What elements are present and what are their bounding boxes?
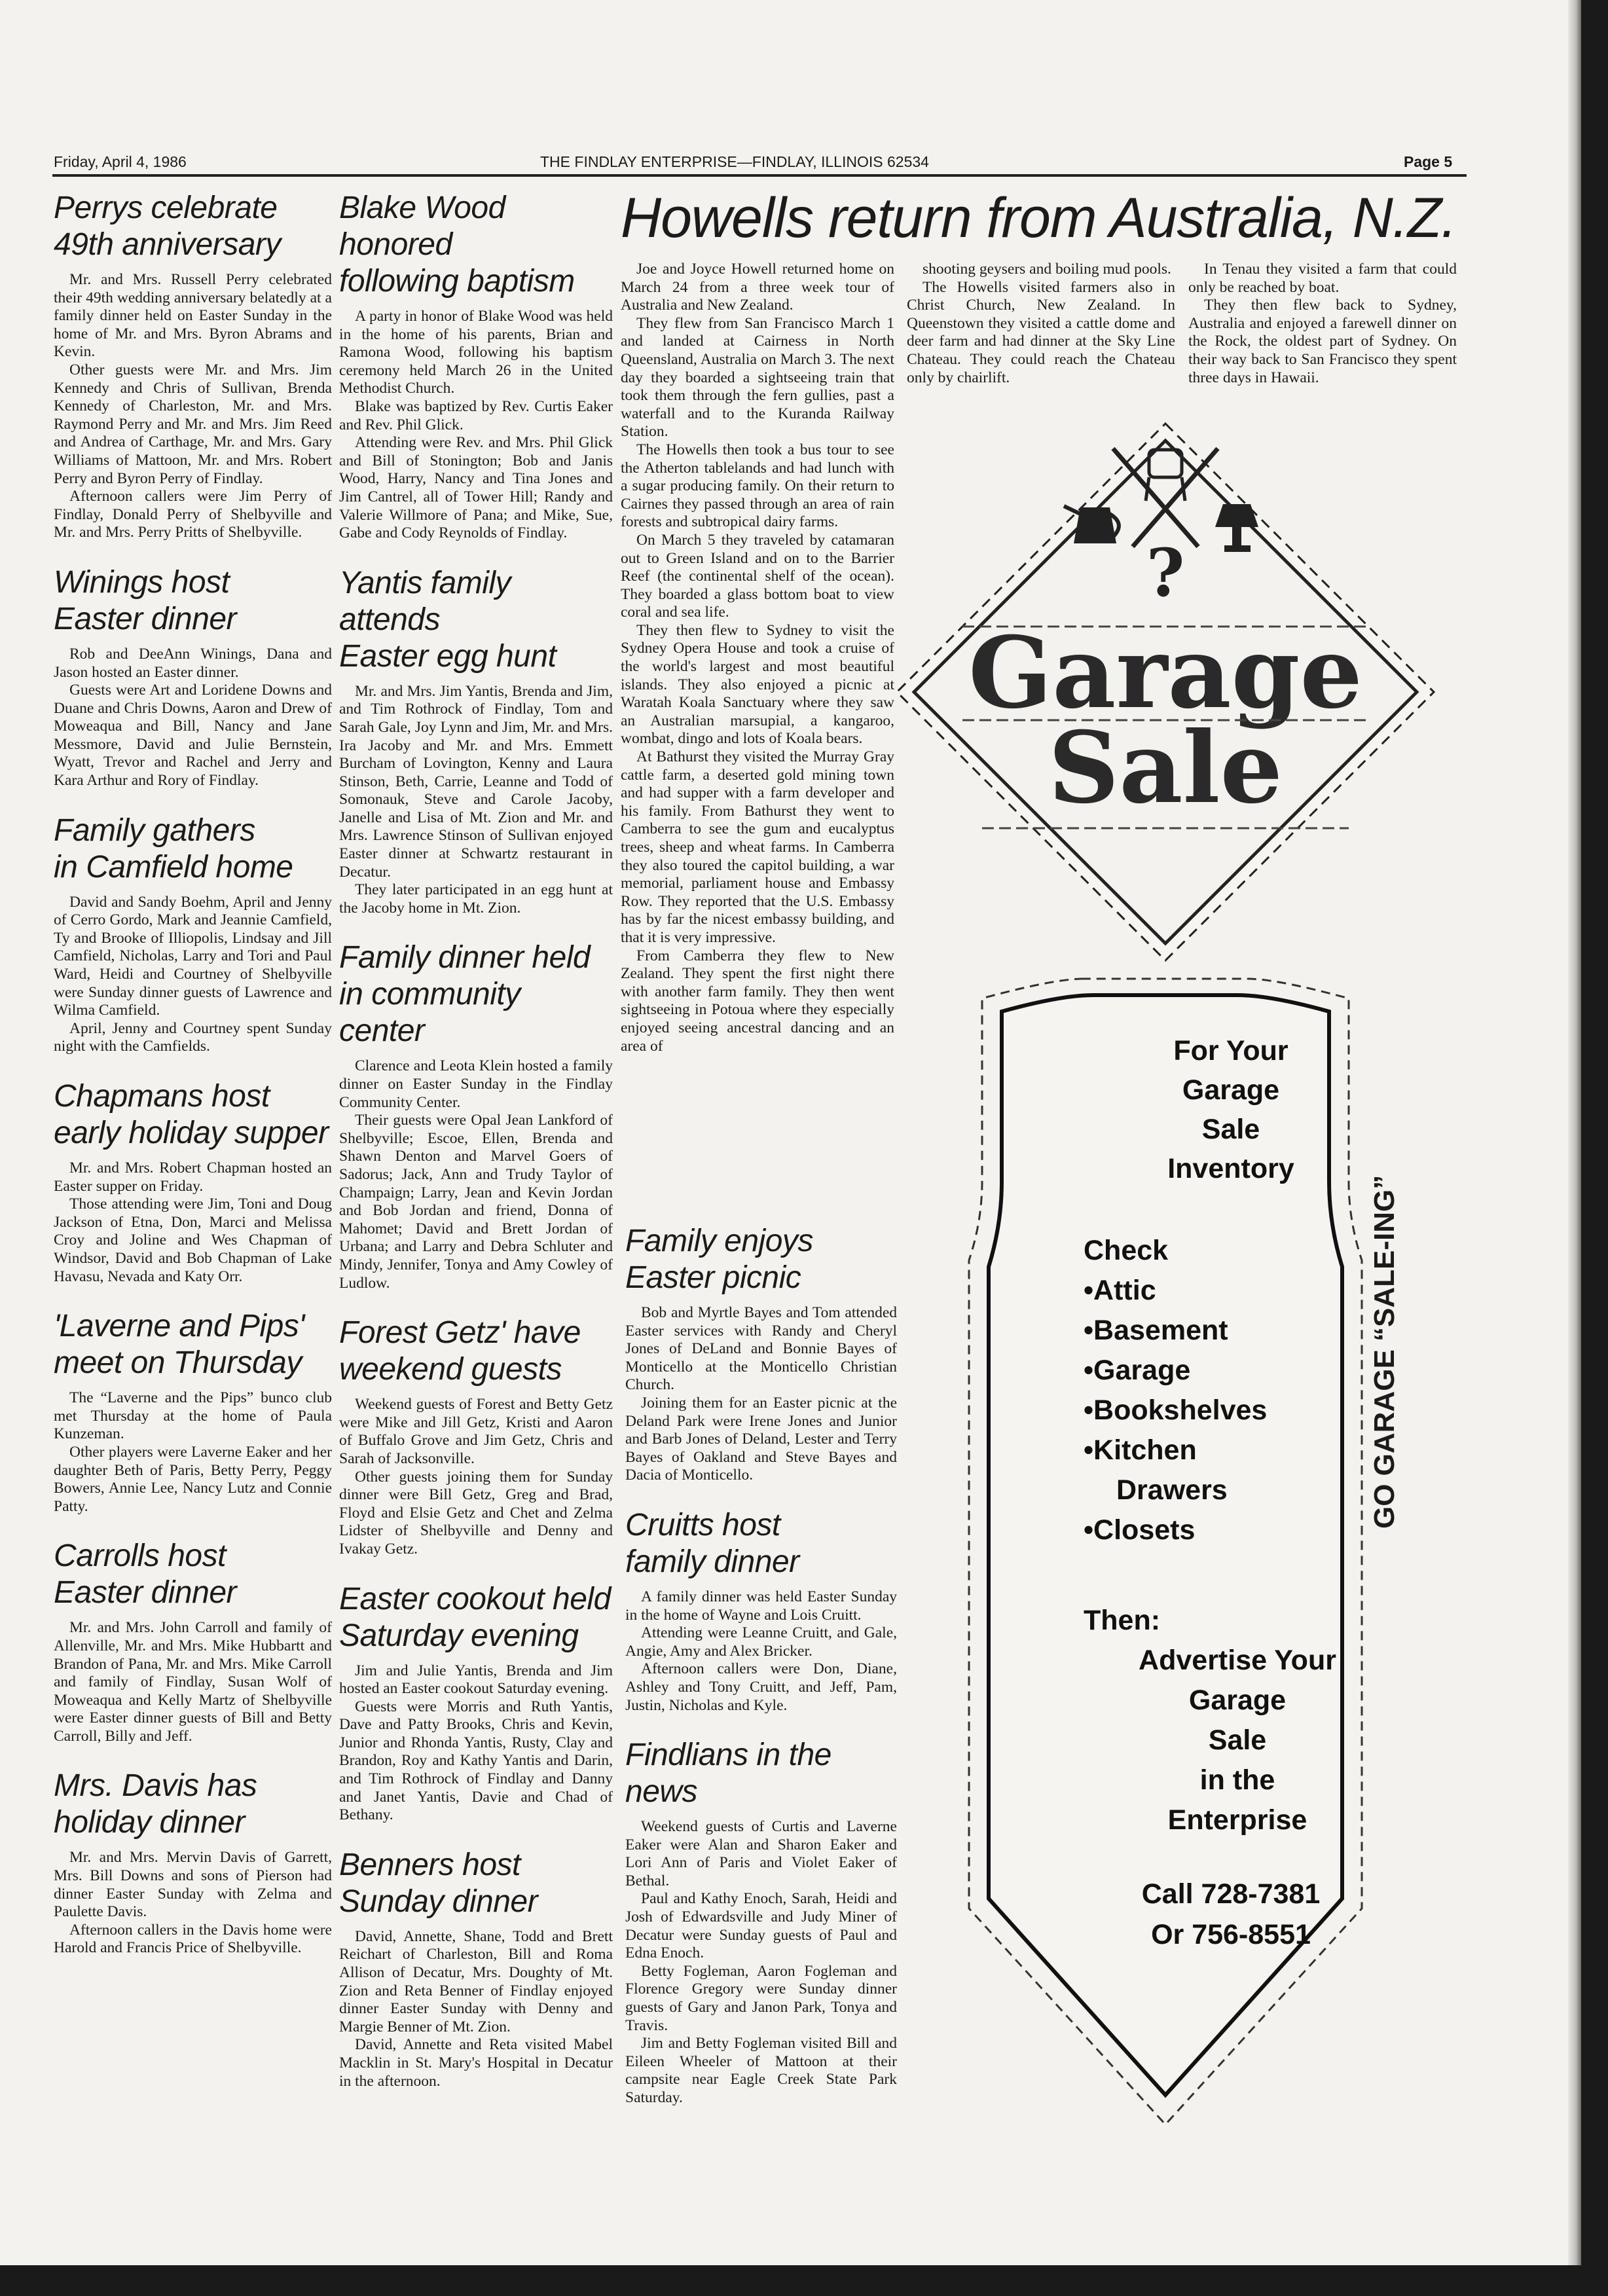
ad-phone-line: Call 728-7381 [1141,1878,1321,1910]
story-paragraph: Guests were Morris and Ruth Yantis, Dave and Patty Brooks, Chris and Kevin, Junior and Rhonda Yantis, Rusty, Clay and Brandon, Roy and Kathy Yantis and Darin, and Tim Rothrock of Findlay and Danny and Janet Yantis, Davie and Chad of Bethany. [339,1698,613,1824]
story-headline [54,1768,332,1841]
headline-line: Perrys celebrate [54,191,278,225]
story-paragraph: A family dinner was held Easter Sunday in the home of Wayne and Lois Cruitt. [625,1588,897,1624]
story-paragraph: Paul and Kathy Enoch, Sarah, Heidi and Josh of Edwardsville and Judy Miner of Decatur were Sunday guests of Paul and Edna Enoch. [625,1890,897,1962]
ad-intro-line: Inventory [1167,1153,1294,1184]
story-body [625,1304,897,1485]
headline-line: Family gathers [54,812,255,848]
ad-check-item: •Attic [1084,1275,1156,1306]
ad-check-item: •Closets [1084,1514,1196,1546]
ad-check-item: •Basement [1084,1315,1228,1346]
headline-line: Mrs. Davis has [54,1768,257,1804]
headline-line: in Camfield home [54,849,293,884]
story-paragraph: The “Laverne and the Pips” bunco club met Thursday at the home of Paula Kunzeman. [54,1389,332,1443]
story-headline [339,939,613,1049]
story-body [54,646,332,790]
story-paragraph: Betty Fogleman, Aaron Fogleman and Florence Gregory were Sunday dinner guests of Gary and Janon Park, Tonya and Travis. [625,1962,897,2034]
feature-paragraph: The Howells visited farmers also in Christ Church, New Zealand. In Queenstown they visited a cattle dome and deer farm and had dinner at the Sky Line Chateau. They could reach the Chateau only by chairlift. [907,278,1175,386]
feature-column-c [1188,261,1457,409]
story-paragraph: April, Jenny and Courtney spent Sunday night with the Camfields. [54,1019,332,1055]
feature-paragraph: Joe and Joyce Howell returned home on March 24 from a three week tour of Australia and New Zealand. [621,261,894,314]
story-paragraph: Blake was baptized by Rev. Curtis Eaker and Rev. Phil Glick. [339,397,613,433]
masthead-date: Friday, April 4, 1986 [54,153,187,170]
sale-sign-text: Sale [1048,710,1283,826]
headline-line: Easter egg hunt [339,638,557,674]
story-paragraph: Their guests were Opal Jean Lankford of Shelbyville; Escoe, Ellen, Brenda and Shawn Denton and Marvel Goers of Sadorus; Jack, Ann and Trudy Taylor of Champaign; Larry, Jean and Kevin Jordan and Bob Jordan and friend, Donna of Mahomet; David and Brett Jordan of Urbana; and Larry and Debra Schluter and Mindy, Jennifer, Tonya and Amy Cowley of Ludlow. [339,1112,613,1292]
story-headline [54,1308,332,1381]
question-mark: ? [1146,534,1185,611]
headline-line: Family dinner held [339,940,591,975]
headline-line: Easter dinner [54,1575,236,1611]
masthead-page: Page 5 [1404,153,1453,170]
story-paragraph: Weekend guests of Forest and Betty Getz were Mike and Jill Getz, Kristi and Aaron of Buffalo Grove and Jim Getz, Chris and Sarah of Jacksonville. [339,1396,613,1467]
headline-line: family dinner [625,1544,799,1579]
ad-check-item: Drawers [1116,1474,1228,1506]
story-paragraph: Mr. and Mrs. Mervin Davis of Garrett, Mrs. Bill Downs and sons of Pierson had dinner Easter Sunday with Zelma and Paulette Davis. [54,1849,332,1921]
story-headline [54,1538,332,1611]
ad-phone [1074,1874,1388,1955]
story-body [54,894,332,1056]
masthead-rule [52,174,1467,177]
ad-cta-line: Garage [1188,1685,1287,1716]
headline-line: Winings host [54,564,230,600]
story-paragraph: Those attending were Jim, Toni and Doug Jackson of Etna, Don, Marci and Melissa Croy and Joline and Wes Chapman of Windsor, David and Bob Chapman of Lake Havasu, Nevada and Katy Orr. [54,1195,332,1285]
story-body [339,1396,613,1558]
ad-cta-line: Sale [1208,1724,1267,1756]
headline-line: Yantis family attends [339,565,511,637]
headline-line: Easter dinner [54,601,236,636]
story-paragraph: David and Sandy Boehm, April and Jenny of Cerro Gordo, Mark and Jeannie Camfield, Ty and Brooke of Illiopolis, Lindsay and Jill Camfield, Nicholas, Larry and Tori and Paul Ward, Heidi and Courtney of Shelbyville were Sunday dinner guests of Lawrence and Wilma Camfield. [54,893,332,1019]
column-1 [54,190,332,1980]
garage-sale-ad [884,409,1447,2151]
feature-paragraph: They then flew back to Sydney, Australia and enjoyed a farewell dinner on the Rock, the oldest part of Sydney. On their way back to San Francisco they spent three days in Hawaii. [1188,297,1457,386]
story-headline [339,1581,613,1654]
ad-cta-line: Advertise Your [1139,1645,1336,1676]
story-paragraph: They later participated in an egg hunt at the Jacoby home in Mt. Zion. [339,881,613,917]
story-body [54,1619,332,1745]
story-paragraph: Jim and Julie Yantis, Brenda and Jim hosted an Easter cookout Saturday evening. [339,1662,613,1698]
story-headline [339,1847,613,1920]
headline-line: Benners host [339,1847,521,1882]
headline-line: weekend guests [339,1352,562,1387]
story-paragraph: Mr. and Mrs. Robert Chapman hosted an Easter supper on Friday. [54,1159,332,1195]
story-paragraph: Attending were Rev. and Mrs. Phil Glick and Bill of Stonington; Bob and Janis Wood, Harry, Nancy and Tina Jones and Jim Cantrel, all of Tower Hill; Randy and Valerie Willmore of Pana; and Mike, Sue, Gabe and Cody Reynolds of Findlay. [339,434,613,542]
feature-headline: Howells return from Australia, N.Z. [621,187,1457,249]
story-paragraph: Weekend guests of Curtis and Laverne Eaker were Alan and Sharon Eaker and Lori Ann of Paris and Violet Eaker of Bethal. [625,1818,897,1889]
story-headline [54,1078,332,1152]
story-headline [625,1223,897,1296]
feature-body [1188,261,1457,387]
headline-line: Cruitts host [625,1507,780,1542]
story-body [339,1662,613,1825]
headline-line: Sunday dinner [339,1884,538,1919]
ad-vertical-slogan: GO GARAGE “SALE-ING” [1368,1175,1400,1529]
story-paragraph: Afternoon callers in the Davis home were Harold and Francis Price of Shelbyville. [54,1921,332,1957]
feature-body [621,261,894,1055]
column-2 [339,190,613,2113]
story-paragraph: Jim and Betty Fogleman visited Bill and Eileen Wheeler of Mattoon at their campsite near Eagle Creek State Park Saturday. [625,2035,897,2106]
story-paragraph: Rob and DeeAnn Winings, Dana and Jason hosted an Easter dinner. [54,645,332,681]
feature-paragraph: The Howells then took a bus tour to see the Atherton tablelands and had lunch with a sugar producing family. On their return to Cairnes they passed through an area of rain forests and subtropical dairy farms. [621,441,894,531]
story-paragraph: Afternoon callers were Don, Diane, Ashley and Tony Cruitt, and Jeff, Pam, Justin, Nicholas and Kyle. [625,1660,897,1714]
ad-check-item: •Bookshelves [1084,1394,1268,1426]
page-edge-shadow [1568,0,1581,2265]
ad-cta-line: in the [1199,1764,1275,1796]
headline-line: Carrolls host [54,1539,226,1574]
headline-line: following baptism [339,264,575,299]
feature-paragraph: shooting geysers and boiling mud pools. [923,261,1171,278]
story-paragraph: Joining them for an Easter picnic at the Deland Park were Irene Jones and Junior and Barb Jones of Deland, Lester and Terry Bayes of Oakland and Steve Bayes and Dacia of Monticello. [625,1394,897,1484]
ad-check-label: Check [1084,1235,1169,1266]
feature-paragraph: They flew from San Francisco March 1 and landed at Cairness in North Queensland, Australia on March 3. The next day they boarded a sightseeing train that took them through the fern gullies, past a waterfall and to the Kuranda Railway Station. [621,314,894,441]
headline-line: 49th anniversary [54,227,281,262]
story-paragraph: Other guests joining them for Sunday dinner were Bill Getz, Greg and Brad, Floyd and Elsie Getz and Chet and Zelma Lidster of Shelbyville and Denny and Ivakay Getz. [339,1468,613,1558]
ad-intro-line: Sale [1201,1114,1260,1145]
ad-intro [1100,1031,1362,1188]
feature-paragraph: At Bathurst they visited the Murray Gray cattle farm, a deserted gold mining town and had supper with a farm developer and his family. From Bathurst they went to Camberra to see the gum and eucalyptus trees, sheep and wheat farms. In Camberra they also toured the capitol building, a war memorial, parliament house and Embassy Row. They reported that the U.S. Embassy has by far the nicest embassy building, and that it is very impressive. [621,748,894,946]
headline-line: holiday dinner [54,1805,245,1840]
story-body [54,1159,332,1286]
headline-line: Blake Wood honored [339,191,505,262]
ad-then-label: Then: [1084,1605,1161,1636]
story-body [339,308,613,543]
story-body [625,1818,897,2107]
feature-paragraph: On March 5 they traveled by catamaran out to Green Island and on to the Barrier Reef (the continental shelf of the ocean). They boarded a glass bottom boat to view coral and sea life. [621,531,894,621]
headline-line: 'Laverne and Pips' [54,1309,304,1344]
ad-intro-line: Garage [1182,1074,1280,1106]
column-3-lower [625,1223,897,2130]
story-body [339,683,613,918]
masthead [52,152,1467,177]
story-paragraph: Guests were Art and Loridene Downs and Duane and Chris Downs, Aaron and Drew of Moweaqua and Bill, Nancy and Jane Messmore, David and Julie Bernstein, Wyatt, Trevor and Rachel and Jerry and Kara Arthur and Rory of Findlay. [54,682,332,790]
story-body [339,1928,613,2090]
ad-check-item: •Garage [1084,1355,1191,1386]
ad-checklist [1084,1231,1267,1550]
story-headline [339,190,613,300]
feature-paragraph: They then flew to Sydney to visit the Sydney Opera House and took a cruise of the world's largest and most beautiful islands. They also enjoyed a picnic at Waratah Koala Sanctuary where they saw an Australian marsupial, a kangaroo, wombat, dingo and lots of Koala bears. [621,621,894,748]
story-headline [625,1737,897,1810]
story-headline [54,564,332,638]
ad-cta-line: Enterprise [1167,1804,1307,1836]
story-headline [54,812,332,886]
feature-body [907,261,1175,387]
story-paragraph: David, Annette and Reta visited Mabel Macklin in St. Mary's Hospital in Decatur in the afternoon. [339,2036,613,2090]
headline-line: meet on Thursday [54,1345,302,1381]
story-headline [339,565,613,675]
story-paragraph: Clarence and Leota Klein hosted a family dinner on Easter Sunday in the Findlay Community Center. [339,1057,613,1111]
story-headline [625,1507,897,1580]
story-body [625,1588,897,1715]
story-body [54,1849,332,1958]
headline-line: Easter picnic [625,1260,801,1295]
ad-intro-line: For Your [1173,1035,1288,1066]
story-paragraph: Mr. and Mrs. Russell Perry celebrated their 49th wedding anniversary belatedly at a family dinner held on Easter Sunday in the home of Mr. and Mrs. Byron Abrams and Kevin. [54,271,332,361]
ad-phone-line: Or 756-8551 [1151,1919,1311,1950]
story-paragraph: Other players were Laverne Eaker and her daughter Beth of Paris, Betty Perry, Peggy Bowers, Annie Lee, Nancy Lutz and Connie Patty. [54,1443,332,1515]
story-paragraph: Mr. and Mrs. John Carroll and family of Allenville, Mr. and Mrs. Mike Hubbartt and Brandon of Pana, Mr. and Mrs. Mike Carroll and family of Findlay, Susan Wolf of Moweaqua and Kelly Martz of Shelbyville were Easter dinner guests of Bill and Betty Carroll, Billy and Jeff. [54,1619,332,1745]
headline-line: Chapmans host [54,1079,270,1114]
garage-sign-text: Garage [968,615,1362,731]
feature-paragraph: In Tenau they visited a farm that could only be reached by boat. [1188,261,1457,296]
headline-line: Family enjoys [625,1224,813,1258]
feature-column-a [621,261,894,1078]
feature-paragraph: From Camberra they flew to New Zealand. They spent the first night there with another farm family. They then went sightseeing in Potoua where they especially enjoyed seeing ancestral dancing and an area of [621,947,894,1055]
story-paragraph: Attending were Leanne Cruitt, and Gale, Angie, Amy and Alex Bricker. [625,1624,897,1660]
feature-column-b [907,261,1175,409]
story-paragraph: Mr. and Mrs. Jim Yantis, Brenda and Jim, and Tim Rothrock of Findlay, Tom and Sarah Gale, Joy Lynn and Jim, Mr. and Mrs. Ira Jacoby and Mr. and Mrs. Emmett Burcham of Lovington, Kenny and Laura Stinson, Beth, Carrie, Leanne and Todd of Somonauk, Steve and Carole Jacoby, Janelle and Lisa of Mt. Zion and Mr. and Mrs. Lawrence Stinson of Sullivan enjoyed Easter dinner at Schwartz restaurant in Decatur. [339,682,613,881]
headline-line: Findlians in the news [625,1738,831,1810]
story-body [54,271,332,542]
story-headline [54,190,332,263]
headline-line: Saturday evening [339,1618,579,1653]
headline-line: Easter cookout held [339,1581,611,1616]
story-paragraph: Afternoon callers were Jim Perry of Findlay, Donald Perry of Shelbyville and Mr. and Mrs. Perry Pritts of Shelbyville. [54,488,332,541]
headline-line: in community center [339,977,521,1049]
headline-line: early holiday supper [54,1116,329,1150]
ad-check-item: •Kitchen [1084,1434,1197,1466]
story-body [54,1389,332,1516]
story-paragraph: David, Annette, Shane, Todd and Brett Reichart of Charleston, Bill and Roma Allison of Decatur, Mrs. Doughty of Mt. Zion and Reta Benner of Findlay enjoyed dinner Easter Sunday with Denny and Margie Benner of Mt. Zion. [339,1927,613,2035]
story-body [339,1057,613,1292]
story-headline [339,1315,613,1388]
masthead-paper: THE FINDLAY ENTERPRISE—FINDLAY, ILLINOIS 62534 [540,153,929,170]
story-paragraph: Other guests were Mr. and Mrs. Jim Kennedy and Chris of Sullivan, Brenda Kennedy of Charleston, Mr. and Mrs. Raymond Perry and Mr. and Mrs. Jim Reed and Andrea of Carthage, Mr. and Mrs. Gary Williams of Mattoon, Mr. and Mrs. Robert Perry and Byron Perry of Findlay. [54,361,332,487]
ad-cta [1080,1601,1395,1840]
story-paragraph: A party in honor of Blake Wood was held in the home of his parents, Brian and Ramona Wood, following his baptism ceremony held March 26 in the United Methodist Church. [339,308,613,397]
headline-line: Forest Getz' have [339,1315,581,1351]
story-paragraph: Bob and Myrtle Bayes and Tom attended Easter services with Randy and Cheryl Jones of DeLand and Bonnie Bayes of Monticello at the Monticello Christian Church. [625,1304,897,1394]
